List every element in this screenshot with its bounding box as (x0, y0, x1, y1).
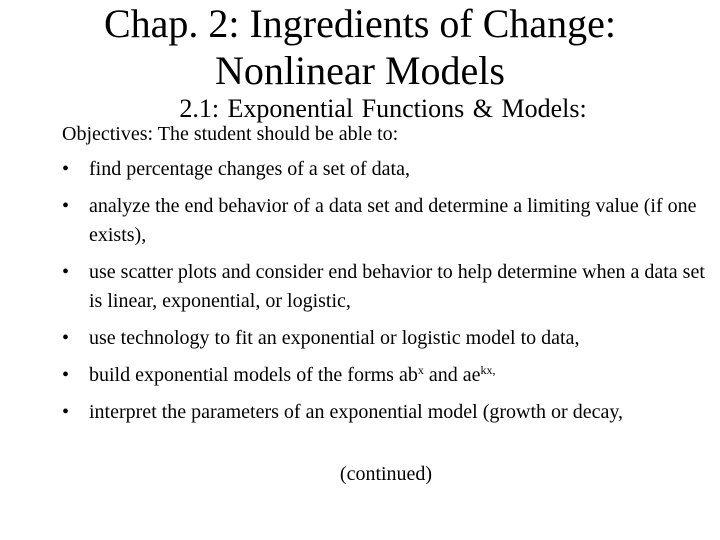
bullet-glyph: • (62, 261, 70, 283)
bullet-text: analyze the end behavior of a data set and determine a limiting value (if one exists), (89, 195, 697, 246)
slide-title-line-2: Nonlinear Models (215, 48, 505, 93)
bullet-text: interpret the parameters of an exponential model (growth or decay, (89, 401, 624, 423)
bullet-glyph: • (62, 327, 70, 349)
section-subtitle: 2.1: Exponential Functions & Models: (179, 94, 587, 123)
bullet-text: use scatter plots and consider end behavior to help determine when a data set is linear, exponential, or logistic, (89, 261, 705, 312)
list-item (62, 324, 714, 353)
list-item (62, 398, 714, 427)
list-item (62, 361, 714, 390)
objectives-heading: Objectives: The student should be able to: (62, 123, 399, 145)
bullet-text: find percentage changes of a set of data, (89, 158, 410, 180)
bullet-glyph: • (62, 401, 70, 423)
list-item (62, 192, 714, 250)
list-item (62, 155, 714, 184)
slide-title-line-1: Chap. 2: Ingredients of Change: (103, 1, 617, 46)
bullet-glyph: • (62, 364, 70, 386)
bullet-glyph: • (62, 158, 70, 180)
exponent-x: x (417, 363, 424, 377)
bullet-text-part: build exponential models of the forms ab (89, 364, 418, 386)
bullet-glyph: • (62, 195, 70, 217)
continued-note: (continued) (339, 463, 433, 485)
bullet-text-part: and ae (423, 364, 481, 386)
list-item (62, 258, 714, 316)
exponent-kx: kx, (480, 363, 496, 377)
bullet-text: use technology to fit an exponential or logistic model to data, (89, 327, 580, 349)
objectives-list (62, 155, 714, 435)
bullet-text (89, 364, 495, 386)
